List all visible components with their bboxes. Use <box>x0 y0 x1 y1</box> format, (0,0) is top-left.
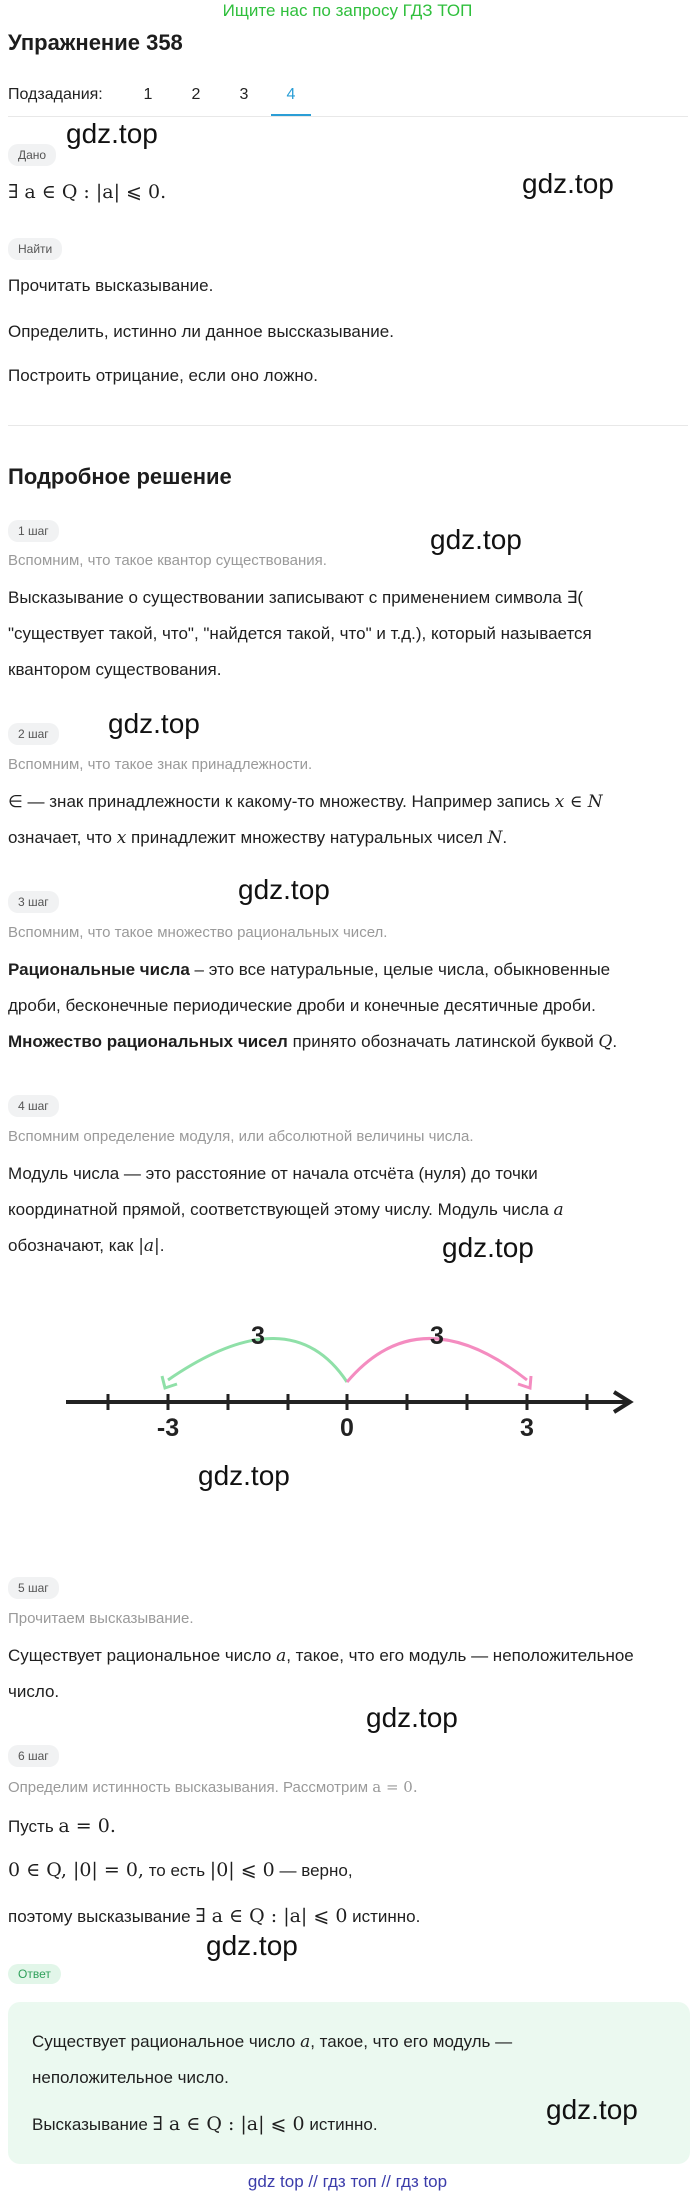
step-badge: 6 шаг <box>8 1745 59 1767</box>
tab-subtask-3[interactable]: 3 <box>239 86 249 103</box>
watermark: gdz.top <box>238 874 330 905</box>
step-text: 0 ∈ Q, |0| = 0, то есть |0| ⩽ 0 — верно, <box>8 1859 353 1881</box>
watermark: gdz.top <box>522 168 614 199</box>
step-hint: Вспомним, что такое множество рациональных чисел. <box>8 924 388 941</box>
step-text: число. <box>8 1682 60 1701</box>
step-text: квантором существования. <box>8 660 222 679</box>
step-text: обозначают, как |a|. <box>8 1236 165 1256</box>
given-badge: Дано <box>8 144 56 166</box>
divider <box>8 425 688 426</box>
find-line: Прочитать высказывание. <box>8 276 214 295</box>
find-line: Определить, истинно ли данное высскaзывание. <box>8 322 394 341</box>
watermark: gdz.top <box>366 1702 458 1733</box>
watermark: gdz.top <box>206 1930 298 1961</box>
step-badge: 3 шаг <box>8 891 59 913</box>
tab-subtask-1[interactable]: 1 <box>143 86 153 103</box>
watermark: gdz.top <box>430 524 522 555</box>
step-text: Множество рациональных чисел принято обозначать латинской буквой Q. <box>8 1032 618 1052</box>
step-hint: Вспомним, что такое квантор существования. <box>8 552 327 569</box>
tab-subtask-2[interactable]: 2 <box>191 86 201 103</box>
step-text: ∈ — знак принадлежности к какому-то множеству. Например запись x ∈ N <box>8 792 603 812</box>
step-badge: 4 шаг <box>8 1095 59 1117</box>
right-arc-label: 3 <box>430 1322 444 1350</box>
step-hint: Вспомним определение модуля, или абсолютной величины числа. <box>8 1128 474 1145</box>
tick-label: 3 <box>520 1414 534 1442</box>
solution-title: Подробное решение <box>8 464 232 489</box>
subtasks-label: Подзадания: <box>8 86 103 103</box>
step-text: Существует рациональное число a, такое, что его модуль — неположительное <box>8 1646 634 1666</box>
number-line-figure <box>0 1300 695 1450</box>
given-statement: ∃ a ∈ Q : |a| ⩽ 0. <box>8 181 167 203</box>
step-text: Пусть a = 0. <box>8 1815 116 1837</box>
step-hint: Определим истинность высказывания. Рассмотрим a = 0. <box>8 1778 418 1796</box>
answer-text: Высказывание ∃ a ∈ Q : |a| ⩽ 0 истинно. <box>32 2113 378 2135</box>
step-badge: 2 шаг <box>8 723 59 745</box>
step-text: поэтому высказывание ∃ a ∈ Q : |a| ⩽ 0 истинно. <box>8 1905 421 1927</box>
step-text: координатной прямой, соответствующей этому числу. Модуль числа a <box>8 1200 564 1220</box>
step-hint: Вспомним, что такое знак принадлежности. <box>8 756 313 773</box>
divider <box>8 116 688 117</box>
watermark: gdz.top <box>66 118 158 149</box>
step-badge: 5 шаг <box>8 1577 59 1599</box>
tick-label: 0 <box>340 1414 354 1442</box>
watermark: gdz.top <box>198 1460 290 1491</box>
step-text: дроби, бесконечные периодические дроби и конечные десятичные дроби. <box>8 996 596 1015</box>
step-text: означает, что x принадлежит множеству натуральных чисел N. <box>8 828 508 848</box>
watermark: gdz.top <box>546 2094 638 2125</box>
step-text: Высказывание о существовании записывают с применением символа ∃( <box>8 588 583 607</box>
answer-text: Существует рациональное число a, такое, что его модуль — <box>32 2032 513 2052</box>
step-hint: Прочитаем высказывание. <box>8 1610 194 1627</box>
step-text: "существует такой, что", "найдется такой, что" и т.д.), который называется <box>8 624 592 643</box>
left-arc-label: 3 <box>251 1322 265 1350</box>
step-text: Модуль числа — это расстояние от начала отсчёта (нуля) до точки <box>8 1164 538 1183</box>
step-text: Рациональные числа – это все натуральные, целые числа, обыкновенные <box>8 960 611 979</box>
answer-text: неположительное число. <box>32 2068 229 2087</box>
watermark: gdz.top <box>442 1232 534 1263</box>
top-banner-link[interactable]: Ищите нас по запросу ГДЗ ТОП <box>222 1 473 20</box>
tab-subtask-4[interactable]: 4 <box>286 86 296 103</box>
find-badge: Найти <box>8 238 62 260</box>
watermark: gdz.top <box>108 708 200 739</box>
find-line: Построить отрицание, если оно ложно. <box>8 366 318 385</box>
step-badge: 1 шаг <box>8 520 59 542</box>
footer-links[interactable]: gdz top // гдз топ // гдз top <box>247 2172 448 2191</box>
page-title: Упражнение 358 <box>8 30 183 55</box>
tick-label: -3 <box>156 1414 180 1442</box>
answer-badge: Ответ <box>8 1964 61 1984</box>
